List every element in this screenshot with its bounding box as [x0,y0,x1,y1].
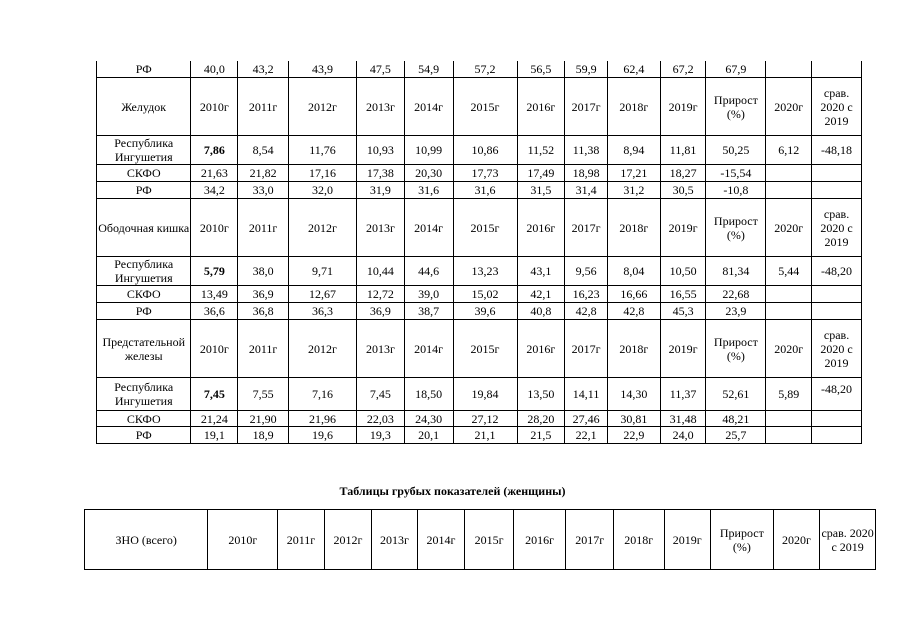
table-cell: 31,9 [357,182,405,199]
table-cell: 2011г [238,320,289,378]
row-label-cell: СКФО [97,165,191,182]
row-label-cell: Ободочная кишка [97,199,191,257]
row-label-cell: Республика Ингушетия [97,378,191,411]
table-cell: 11,81 [660,136,706,165]
table-cell: 10,44 [357,257,405,286]
table-cell: 2011г [278,510,325,570]
table-cell: 2019г [660,199,706,257]
table-cell: 14,30 [607,378,660,411]
table-cell: 32,0 [288,182,356,199]
table-cell: 8,54 [238,136,289,165]
table-cell: 23,9 [706,303,766,320]
table-cell: 8,94 [607,136,660,165]
table-cell: 31,6 [453,182,517,199]
table-cell: 56,5 [517,61,565,78]
table-cell: 17,38 [357,165,405,182]
table-cell: 12,72 [357,286,405,303]
table-cell: 47,5 [357,61,405,78]
table-cell: 2016г [513,510,566,570]
table-cell: 16,23 [565,286,608,303]
table-cell: 30,81 [607,411,660,427]
table-cell: 59,9 [565,61,608,78]
table-cell: 17,73 [453,165,517,182]
table-cell: 9,71 [288,257,356,286]
table-cell: 2014г [417,510,465,570]
table-cell: 2016г [517,78,565,136]
table-cell: 11,38 [565,136,608,165]
table-cell: 16,66 [607,286,660,303]
table-cell: 5,89 [766,378,812,411]
table-cell: 2012г [288,320,356,378]
table-cell: 22,03 [357,411,405,427]
table-cell: срав. 2020 с 2019 [812,199,862,257]
table-cell: 34,2 [191,182,238,199]
row-label-cell: Желудок [97,78,191,136]
table-cell: 2017г [566,510,614,570]
table-cell: 7,16 [288,378,356,411]
table-cell: 43,1 [517,257,565,286]
row-label-cell: Республика Ингушетия [97,257,191,286]
table-row [97,286,862,303]
table-row [97,136,862,165]
table-cell: 2013г [357,78,405,136]
table-cell: Прирост (%) [706,199,766,257]
table-cell: 43,9 [288,61,356,78]
table-cell: 2016г [517,320,565,378]
table-cell: 2011г [238,78,289,136]
table-row [97,61,862,78]
table-cell: 38,7 [404,303,453,320]
table-cell: 15,02 [453,286,517,303]
table-cell: 2018г [607,78,660,136]
table-cell: 2017г [565,199,608,257]
table-cell: 2010г [191,320,238,378]
table-row [97,199,862,257]
table-cell: 2018г [607,320,660,378]
table-cell: 11,76 [288,136,356,165]
table-cell: 2012г [288,199,356,257]
table-cell: 24,0 [660,427,706,444]
table-title: Таблицы грубых показателей (женщины) [339,484,566,498]
table-cell [812,427,862,444]
table-cell [812,182,862,199]
table-cell [766,165,812,182]
table-cell: 62,4 [607,61,660,78]
table-cell: 36,9 [238,286,289,303]
table-cell: 9,56 [565,257,608,286]
table-cell: 18,9 [238,427,289,444]
table-row [85,510,876,570]
table-row [97,378,862,411]
table-cell: 10,93 [357,136,405,165]
table-cell: 2012г [324,510,372,570]
table-cell [766,427,812,444]
row-label-cell: Республика Ингушетия [97,136,191,165]
table-row [97,320,862,378]
table-cell [766,182,812,199]
table-cell: 33,0 [238,182,289,199]
table-cell: 2019г [660,78,706,136]
table-cell: 2014г [404,78,453,136]
table-cell: 19,3 [357,427,405,444]
table-cell [766,286,812,303]
table-cell: 10,99 [404,136,453,165]
table-cell: 22,1 [565,427,608,444]
table-cell: 81,34 [706,257,766,286]
row-label-cell: РФ [97,303,191,320]
table-cell: -48,20 [812,378,862,411]
table-cell [766,61,812,78]
table-cell: 2015г [453,199,517,257]
table-cell: 52,61 [706,378,766,411]
table-cell: 21,24 [191,411,238,427]
table-cell: 2018г [613,510,664,570]
table-cell [812,303,862,320]
row-label-cell: СКФО [97,411,191,427]
table-cell: 27,46 [565,411,608,427]
table-cell: 22,9 [607,427,660,444]
table-cell: 18,50 [404,378,453,411]
table-cell: 20,30 [404,165,453,182]
table-cell: 14,11 [565,378,608,411]
table-cell: -48,20 [812,257,862,286]
table-cell: 12,67 [288,286,356,303]
table-cell: 40,8 [517,303,565,320]
table-cell: 36,3 [288,303,356,320]
table-cell: 43,2 [238,61,289,78]
table-row [97,303,862,320]
table-cell: 11,37 [660,378,706,411]
table-cell: 2013г [372,510,418,570]
table-cell: 31,4 [565,182,608,199]
table-cell: 17,21 [607,165,660,182]
table-row [97,411,862,427]
table-cell: 18,27 [660,165,706,182]
table-cell: 2017г [565,320,608,378]
table-cell: 48,21 [706,411,766,427]
table-cell: 13,50 [517,378,565,411]
table-cell: 10,50 [660,257,706,286]
table-row [97,427,862,444]
table-cell: 21,96 [288,411,356,427]
table-cell: 39,6 [453,303,517,320]
table-cell: 2020г [773,510,820,570]
table-cell: 39,0 [404,286,453,303]
table-cell [812,286,862,303]
table-cell: 5,44 [766,257,812,286]
table-cell: 57,2 [453,61,517,78]
table-cell: 28,20 [517,411,565,427]
table-women [84,509,876,570]
row-label-cell: ЗНО (всего) [85,510,208,570]
table-cell: 21,63 [191,165,238,182]
table-men [96,61,862,444]
table-cell: 21,5 [517,427,565,444]
table-cell: 2017г [565,78,608,136]
table-cell: 2010г [191,78,238,136]
table-cell: 2011г [238,199,289,257]
table-cell: 42,8 [565,303,608,320]
table-cell [812,165,862,182]
table-cell: 13,23 [453,257,517,286]
table-cell: 2020г [766,320,812,378]
table-cell [766,411,812,427]
table-cell: 42,1 [517,286,565,303]
table-cell: 30,5 [660,182,706,199]
table-cell: 2010г [208,510,278,570]
table-cell: 2013г [357,320,405,378]
table-cell: 2014г [404,320,453,378]
table-cell: 2016г [517,199,565,257]
table-cell: 2020г [766,199,812,257]
table-cell: 21,1 [453,427,517,444]
table-cell: 31,48 [660,411,706,427]
table-cell: 2012г [288,78,356,136]
table-cell: Прирост (%) [706,320,766,378]
table-cell: 21,82 [238,165,289,182]
table-cell: 42,8 [607,303,660,320]
table-row [97,165,862,182]
table-cell: 27,12 [453,411,517,427]
table-cell: 31,5 [517,182,565,199]
table-cell: -48,18 [812,136,862,165]
table-row [97,78,862,136]
table-cell: 20,1 [404,427,453,444]
row-label-cell: СКФО [97,286,191,303]
table-cell: 2020г [766,78,812,136]
table-cell: 19,1 [191,427,238,444]
table-cell: 2015г [453,320,517,378]
table-cell: 7,55 [238,378,289,411]
table-cell: 7,45 [357,378,405,411]
row-label-cell: РФ [97,427,191,444]
table-cell: 7,45 [191,378,238,411]
table-cell: 31,6 [404,182,453,199]
table-cell: 2010г [191,199,238,257]
table-cell: 44,6 [404,257,453,286]
table-cell: 45,3 [660,303,706,320]
table-cell: 13,49 [191,286,238,303]
table-cell: 16,55 [660,286,706,303]
table-cell: 10,86 [453,136,517,165]
table-cell: Прирост (%) [706,78,766,136]
table-cell: 54,9 [404,61,453,78]
table-cell: 11,52 [517,136,565,165]
table-cell: -15,54 [706,165,766,182]
table-cell: 8,04 [607,257,660,286]
table-cell: 19,6 [288,427,356,444]
table-row [97,182,862,199]
table-cell: 36,6 [191,303,238,320]
table-cell: 17,49 [517,165,565,182]
table-cell: Прирост (%) [711,510,774,570]
table-cell: 50,25 [706,136,766,165]
table-cell: 5,79 [191,257,238,286]
table-cell: 40,0 [191,61,238,78]
table-cell: 7,86 [191,136,238,165]
table-cell: 17,16 [288,165,356,182]
table-row [97,257,862,286]
table-cell: 38,0 [238,257,289,286]
table-cell: 2014г [404,199,453,257]
table-cell: 36,9 [357,303,405,320]
table-cell: 2013г [357,199,405,257]
table-cell: -10,8 [706,182,766,199]
table-cell: срав. 2020 с 2019 [812,320,862,378]
table-cell [812,61,862,78]
row-label-cell: РФ [97,61,191,78]
table-cell: 2015г [465,510,514,570]
table-cell: 19,84 [453,378,517,411]
table-cell: 21,90 [238,411,289,427]
row-label-cell: Предстательной железы [97,320,191,378]
table-cell [812,411,862,427]
table-cell: 2019г [664,510,711,570]
row-label-cell: РФ [97,182,191,199]
table-cell: 2018г [607,199,660,257]
table-cell: срав. 2020 с 2019 [820,510,876,570]
table-cell: 24,30 [404,411,453,427]
table-cell: 67,2 [660,61,706,78]
table-cell: 25,7 [706,427,766,444]
table-cell: 22,68 [706,286,766,303]
table-cell: 18,98 [565,165,608,182]
table-cell: срав. 2020 с 2019 [812,78,862,136]
table-cell: 67,9 [706,61,766,78]
table-cell: 2019г [660,320,706,378]
table-cell [766,303,812,320]
table-cell: 6,12 [766,136,812,165]
table-cell: 36,8 [238,303,289,320]
table-cell: 2015г [453,78,517,136]
table-cell: 31,2 [607,182,660,199]
